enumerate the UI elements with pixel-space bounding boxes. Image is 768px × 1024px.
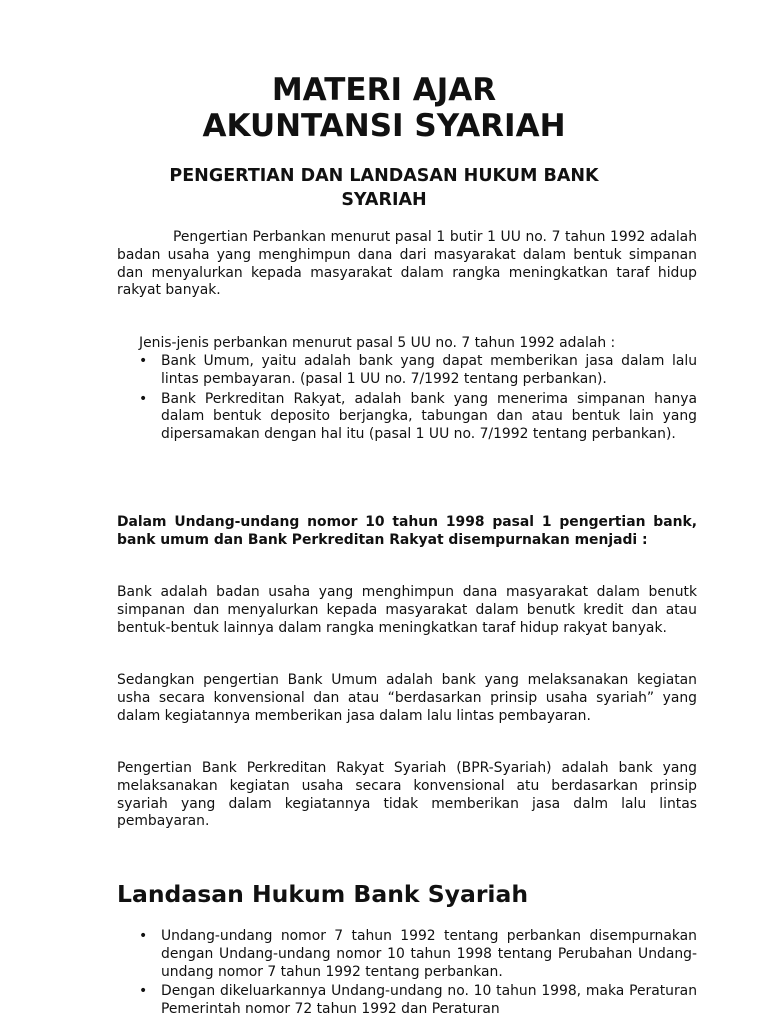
legal-basis-item-1: Undang-undang nomor 7 tahun 1992 tentang perbankan disempurnakan dengan Undang-undang nomor 10 tahun 1998 tentang Perubahan Undang-undang nomor 7 tahun 1992 tentang perbankan. — [161, 928, 697, 980]
document-title-line1: MATERI AJAR — [271, 72, 497, 108]
legal-basis-heading: Landasan Hukum Bank Syariah — [117, 880, 529, 908]
bank-type-umum: Bank Umum, yaitu adalah bank yang dapat memberikan jasa dalam lalu lintas pembayaran. (pasal 1 UU no. 7/1992 tentang perbankan). — [161, 353, 697, 387]
bank-umum-definition-paragraph: Sedangkan pengertian Bank Umum adalah bank yang melaksanakan kegiatan usha secara konvensional dan atau “berdasarkan prinsip usaha syariah” yang dalam kegiatannya memberikan jasa dalam lalu lintas pembayaran. — [117, 672, 697, 724]
bullet-icon: • — [139, 983, 148, 1000]
list-item — [139, 983, 697, 1019]
bank-type-bpr: Bank Perkreditan Rakyat, adalah bank yang menerima simpanan hanya dalam bentuk deposito berjangka, tabungan dan atau bentuk lain yang dipersamakan dengan hal itu (pasal 1 UU no. 7/1992 tentang perbankan). — [161, 390, 697, 443]
list-item — [139, 928, 697, 981]
bullet-icon: • — [139, 390, 148, 407]
document-title-line2: AKUNTANSI SYARIAH — [202, 108, 566, 144]
list-item — [139, 353, 697, 389]
document-subtitle: PENGERTIAN DAN LANDASAN HUKUM BANK SYARIAH — [169, 166, 599, 210]
bullet-icon: • — [139, 353, 148, 369]
intro-paragraph: Pengertian Perbankan menurut pasal 1 butir 1 UU no. 7 tahun 1992 adalah badan usaha yang menghimpun dana dari masyarakat dalam bentuk simpanan dan menyalurkan kepada masyarakat dalam rangka meningkatkan taraf hidup rakyat banyak. — [117, 229, 697, 299]
bank-types-list — [139, 353, 697, 446]
legal-basis-item-2: Dengan dikeluarkannya Undang-undang no. 10 tahun 1998, maka Peraturan Pemerintah nomor 72 tahun 1992 dan Peraturan — [161, 983, 697, 1018]
bank-types-lead: Jenis-jenis perbankan menurut pasal 5 UU no. 7 tahun 1992 adalah : — [139, 335, 616, 351]
revision-bold-paragraph: Dalam Undang-undang nomor 10 tahun 1998 pasal 1 pengertian bank, bank umum dan Bank Perkreditan Rakyat disempurnakan menjadi : — [117, 514, 697, 548]
list-item — [139, 390, 697, 444]
bank-definition-paragraph: Bank adalah badan usaha yang menghimpun dana masyarakat dalam benutk simpanan dan menyalurkan kepada masyarakat dalam benutk kredit dan atau bentuk-bentuk lainnya dalam rangka meningkatkan taraf hidup rakyat banyak. — [117, 584, 697, 636]
bullet-icon: • — [139, 928, 148, 944]
bpr-syariah-definition-paragraph: Pengertian Bank Perkreditan Rakyat Syariah (BPR-Syariah) adalah bank yang melaksanakan kegiatan usaha secara konvensional atu berdasarkan prinsip syariah yang dalam kegiatannya tidak memberikan jasa dalm lalu lintas pembayaran. — [117, 760, 697, 830]
legal-basis-list — [139, 928, 697, 1021]
